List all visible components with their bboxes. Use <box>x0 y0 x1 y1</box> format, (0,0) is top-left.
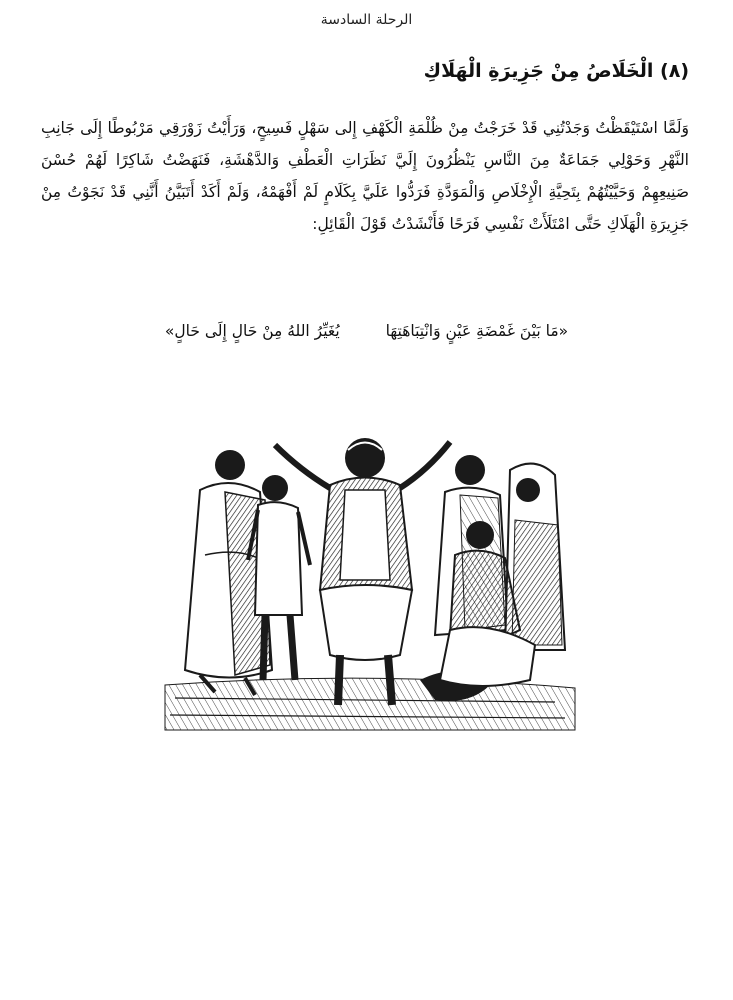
engraving-illustration <box>160 430 580 740</box>
verse-second-hemistich: يُغَيِّرُ اللهُ مِنْ حَالٍ إِلَى حَالٍ» <box>164 322 340 340</box>
poetry-verse <box>0 322 733 340</box>
body-paragraph: وَلَمَّا اسْتَيْقَظْتُ وَجَدْتُنِي قَدْ خَرَجْتُ مِنْ ظُلْمَةِ الْكَهْفِ إِلى سَهْلٍ فَسِيحٍ، وَرَأَيْتُ زَوْرَقِي مَرْبُوطًا إِلَى جَانِبِ النَّهْرِ وَحَوْلِي جَمَاعَةٌ مِنَ النَّاسِ يَنْظُرُونَ إِلَيَّ نَظَرَاتِ الْعَطْفِ وَالدَّهْشَةِ، فَنَهَضْتُ شَاكِرًا لَهُمْ حُسْنَ صَنِيعِهِمْ وَحَيَّيْتُهُمْ بِتَحِيَّةِ الْإِخْلَاصِ وَالْمَوَدَّةِ فَرَدُّوا عَلَيَّ بِكَلَامٍ لَمْ أَفْهَمْهُ، وَلَمْ أَكَدْ أَتَبَيَّنُ أَنَّنِي قَدْ نَجَوْتُ مِنْ جَزِيرَةِ الْهَلَاكِ حَتَّى امْتَلَأَتْ نَفْسِي فَرَحًا فَأَنْشَدْتُ قَوْلَ الْقَائِلِ: <box>41 119 689 233</box>
verse-first-hemistich: «مَا بَيْنَ غَمْضَةِ عَيْنٍ وَانْتِبَاهَتِهَا <box>385 322 569 340</box>
running-header: الرحلة السادسة <box>320 12 413 28</box>
chapter-title: (٨) الْخَلَاصُ مِنْ جَزِيرَةِ الْهَلَاكِ <box>423 60 689 82</box>
